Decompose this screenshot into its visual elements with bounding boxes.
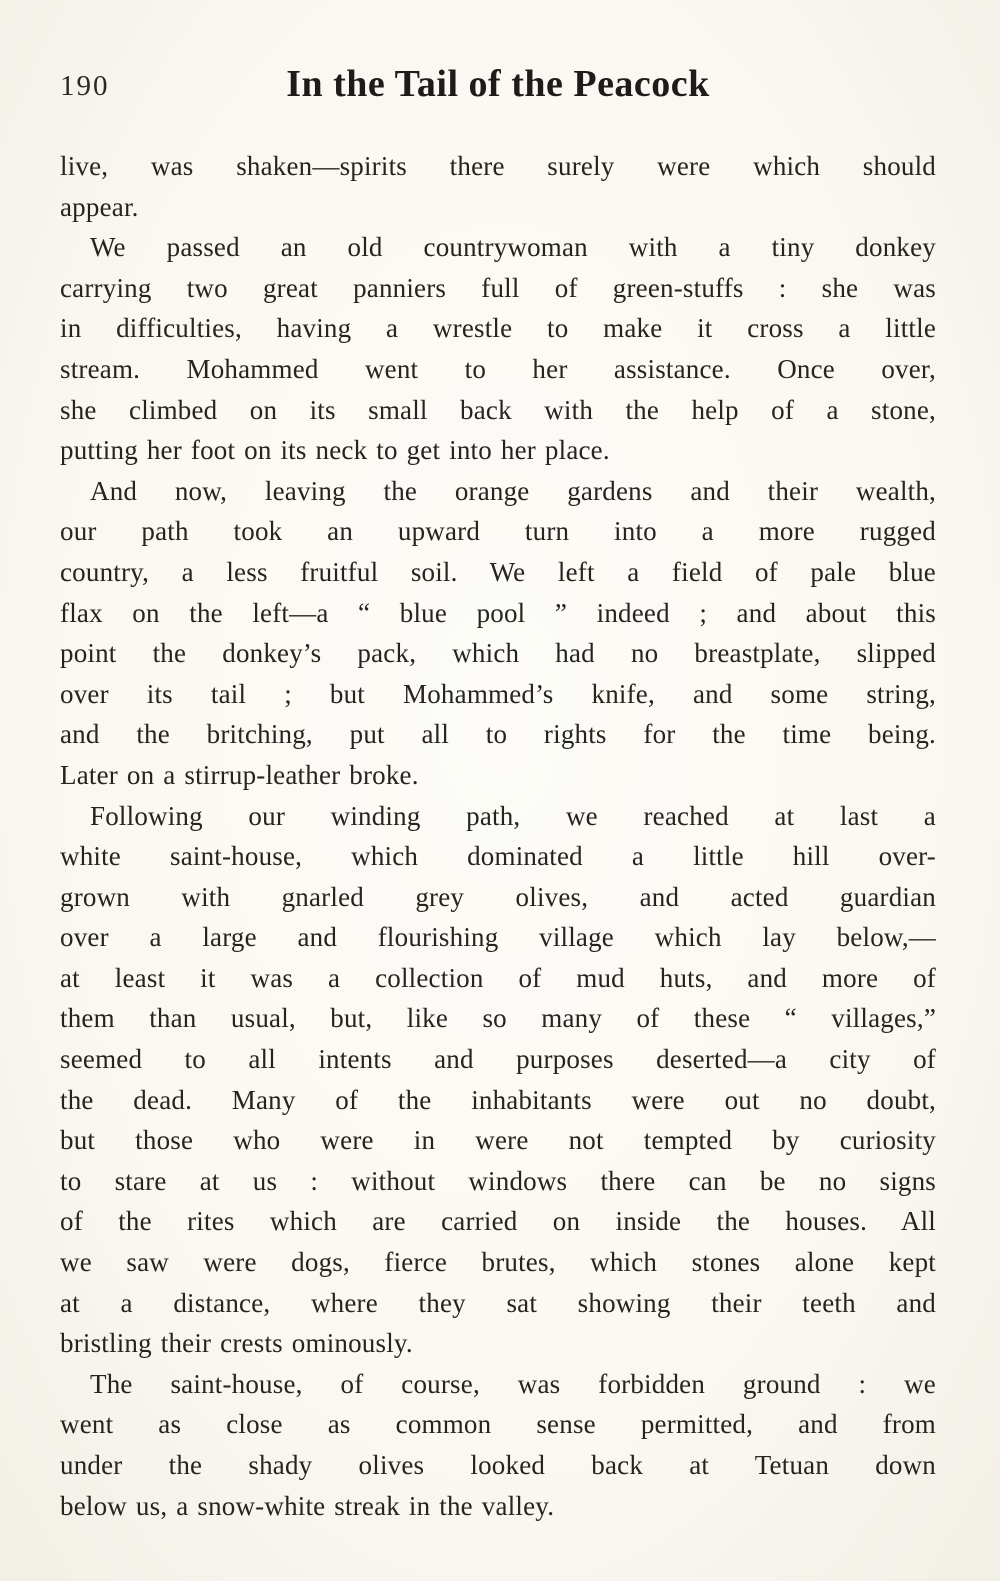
text-line: We passed an old countrywoman with a tiny donkey [90,232,936,263]
text-line: under the shady olives looked back at Tetuan down [60,1450,936,1480]
text-line: putting her foot on its neck to get into her place. [60,435,610,466]
text-line: the dead. Many of the inhabitants were out no doubt, [60,1084,936,1115]
page-header [60,62,936,114]
paragraph [60,471,936,796]
text-line: and the britching, put all to rights for the time being. [60,719,936,750]
paragraph [60,796,936,1364]
text-line: in difficulties, having a wrestle to make it cross a little [60,313,936,344]
text-line: over its tail ; but Mohammed’s knife, and some string, [60,678,936,709]
text-line: live, was shaken—spirits there surely were which should [60,151,936,181]
text-line: she climbed on its small back with the help of a stone, [60,394,936,425]
text-line: but those who were in were not tempted by curiosity [60,1125,936,1156]
text-line: below us, a snow-white streak in the valley. [60,1490,555,1521]
text-line: stream. Mohammed went to her assistance. Once over, [60,353,936,384]
paragraph [60,146,936,227]
page-number: 190 [60,70,110,102]
text-line: flax on the left—a “ blue pool ” indeed ; and about this [60,597,936,628]
text-line: bristling their crests ominously. [60,1328,413,1359]
text-line: white saint-house, which dominated a little hill over- [60,841,936,872]
text-line: carrying two great panniers full of green-stuffs : she was [60,272,936,303]
text-line: Following our winding path, we reached at last a [90,800,936,831]
text-line: country, a less fruitful soil. We left a field of pale blue [60,556,936,587]
text-line: seemed to all intents and purposes deserted—a city of [60,1044,936,1075]
paragraph [60,227,936,471]
text-line: Later on a stirrup-leather broke. [60,759,419,790]
text-body [60,146,936,1526]
text-line: of the rites which are carried on inside the houses. All [60,1206,936,1237]
text-line: we saw were dogs, fierce brutes, which stones alone kept [60,1247,936,1278]
text-line: And now, leaving the orange gardens and their wealth, [90,475,936,506]
text-line: went as close as common sense permitted, and from [60,1409,936,1440]
text-line: grown with gnarled grey olives, and acted guardian [60,881,936,912]
text-line: our path took an upward turn into a more rugged [60,516,936,547]
text-line: point the donkey’s pack, which had no breastplate, slipped [60,638,936,669]
text-line: at a distance, where they sat showing their teeth and [60,1287,936,1318]
running-head-title: In the Tail of the Peacock [286,63,710,105]
text-line: them than usual, but, like so many of these “ villages,” [60,1003,936,1034]
text-line: appear. [60,191,139,222]
paragraph [60,1364,936,1526]
text-line: at least it was a collection of mud huts, and more of [60,962,936,993]
text-line: The saint-house, of course, was forbidden ground : we [90,1368,936,1399]
text-line: over a large and flourishing village which lay below,— [60,922,936,953]
text-line: to stare at us : without windows there can be no signs [60,1165,936,1196]
